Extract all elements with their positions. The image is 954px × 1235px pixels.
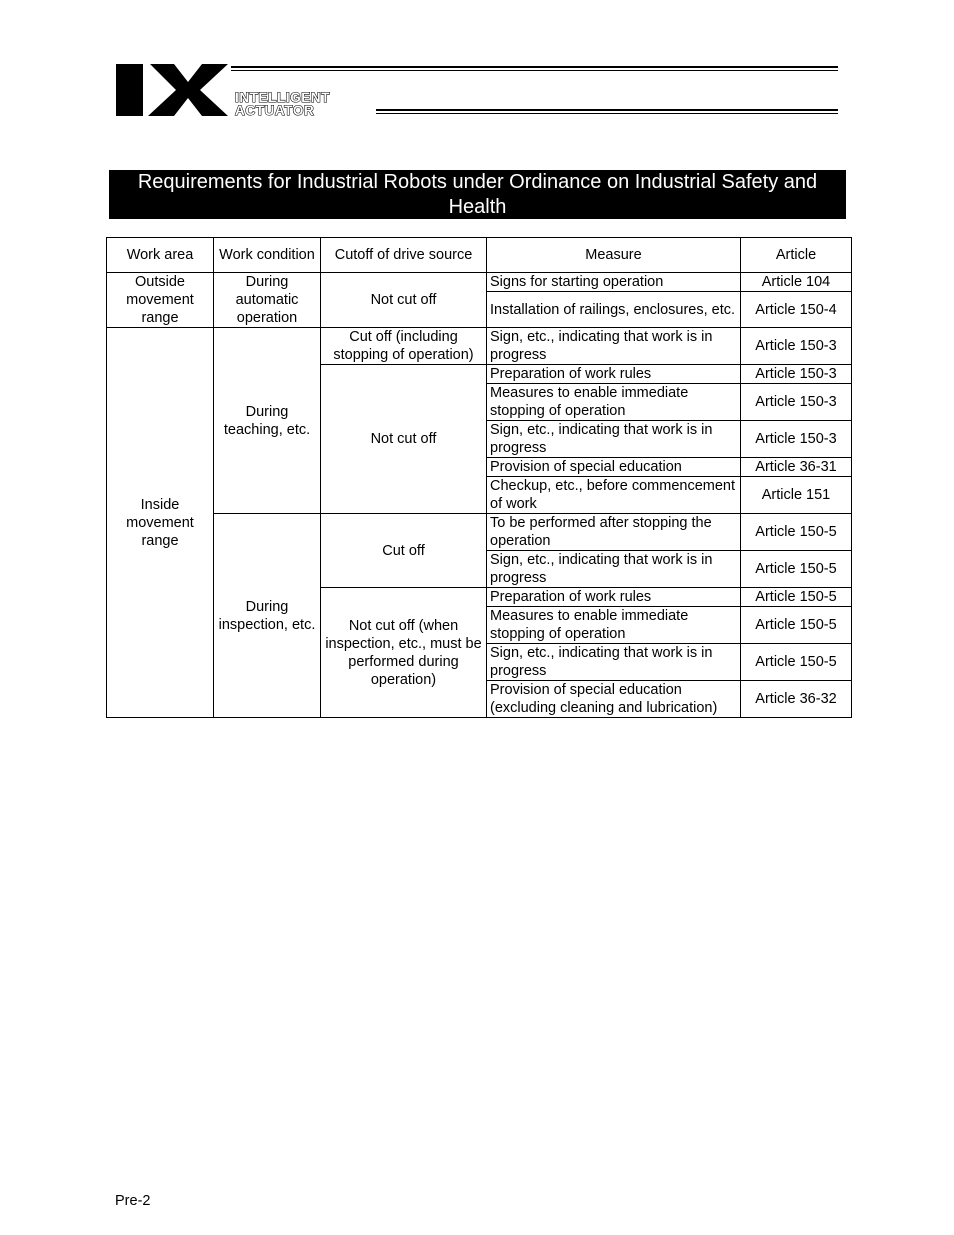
measure-cell: Provision of special education — [487, 458, 741, 477]
work-area-cell: Outside movement range — [107, 273, 214, 328]
measure-cell: Sign, etc., indicating that work is in progress — [487, 328, 741, 365]
header-cell: Work area — [107, 238, 214, 273]
measure-cell: To be performed after stopping the operation — [487, 514, 741, 551]
logo-text-intelligent: INTELLIGENT — [235, 90, 331, 105]
article-cell: Article 150-5 — [741, 551, 852, 588]
article-cell: Article 150-5 — [741, 588, 852, 607]
article-cell: Article 150-3 — [741, 328, 852, 365]
header-rule — [231, 70, 838, 71]
measure-cell: Signs for starting operation — [487, 273, 741, 292]
article-cell: Article 150-5 — [741, 607, 852, 644]
section-title: Requirements for Industrial Robots under Ordinance on Industrial Safety and Health — [109, 170, 846, 219]
article-cell: Article 151 — [741, 477, 852, 514]
article-cell: Article 36-32 — [741, 681, 852, 718]
ix-logo — [116, 64, 228, 116]
article-cell: Article 150-3 — [741, 421, 852, 458]
cutoff-cell: Not cut off — [321, 365, 487, 514]
measure-cell: Preparation of work rules — [487, 588, 741, 607]
measure-cell: Sign, etc., indicating that work is in progress — [487, 551, 741, 588]
page-number: Pre-2 — [115, 1193, 151, 1209]
article-cell: Article 150-3 — [741, 365, 852, 384]
table-row — [107, 273, 852, 292]
measure-cell: Measures to enable immediate stopping of operation — [487, 384, 741, 421]
article-cell: Article 150-5 — [741, 514, 852, 551]
measure-cell: Provision of special education (excluding cleaning and lubrication) — [487, 681, 741, 718]
cutoff-cell: Cut off (including stopping of operation) — [321, 328, 487, 365]
header-rule — [376, 109, 838, 111]
cutoff-cell: Cut off — [321, 514, 487, 588]
measure-cell: Sign, etc., indicating that work is in progress — [487, 421, 741, 458]
article-cell: Article 150-5 — [741, 644, 852, 681]
header-cell: Work condition — [214, 238, 321, 273]
cutoff-cell: Not cut off (when inspection, etc., must be performed during operation) — [321, 588, 487, 718]
header-cell: Cutoff of drive source — [321, 238, 487, 273]
work-condition-cell: During teaching, etc. — [214, 328, 321, 514]
article-cell: Article 36-31 — [741, 458, 852, 477]
table-row — [107, 328, 852, 365]
measure-cell: Sign, etc., indicating that work is in progress — [487, 644, 741, 681]
header-cell: Article — [741, 238, 852, 273]
header-rule — [376, 113, 838, 114]
work-area-cell: Inside movement range — [107, 328, 214, 718]
header-cell: Measure — [487, 238, 741, 273]
measure-cell: Installation of railings, enclosures, etc. — [487, 292, 741, 328]
article-cell: Article 104 — [741, 273, 852, 292]
article-cell: Article 150-4 — [741, 292, 852, 328]
work-condition-cell: During inspection, etc. — [214, 514, 321, 718]
table-header-row — [107, 238, 852, 273]
table-row — [107, 514, 852, 551]
work-condition-cell: During automatic operation — [214, 273, 321, 328]
header-rule — [231, 66, 838, 68]
article-cell: Article 150-3 — [741, 384, 852, 421]
logo-text-actuator: ACTUATOR — [235, 103, 315, 118]
cutoff-cell: Not cut off — [321, 273, 487, 328]
measure-cell: Measures to enable immediate stopping of operation — [487, 607, 741, 644]
measure-cell: Checkup, etc., before commencement of work — [487, 477, 741, 514]
measure-cell: Preparation of work rules — [487, 365, 741, 384]
requirements-table — [106, 237, 852, 718]
